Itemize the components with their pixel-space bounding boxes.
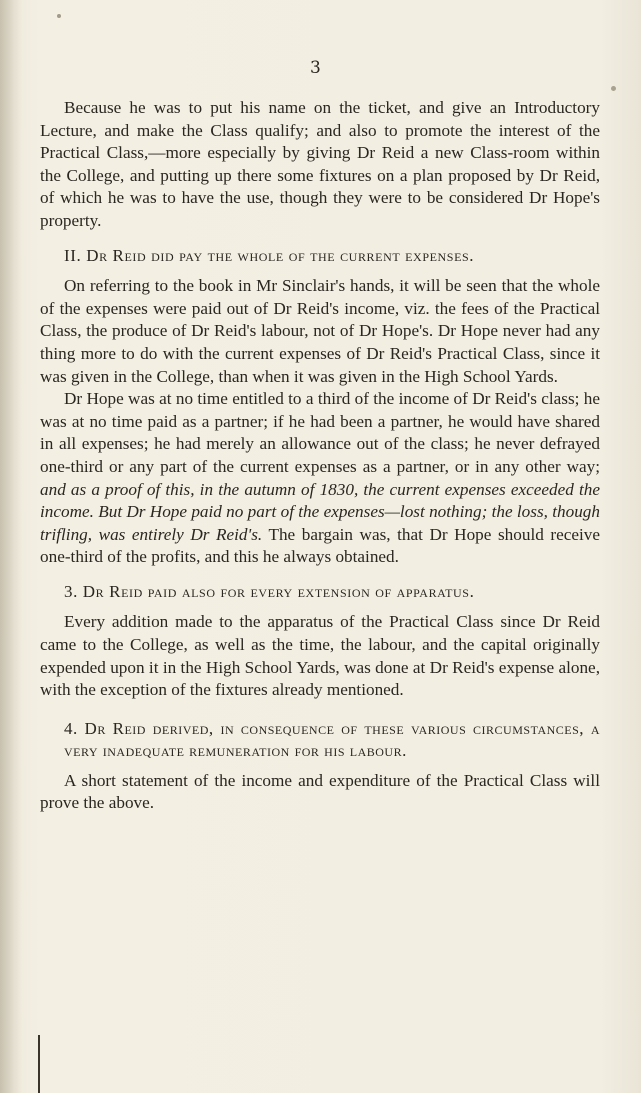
page-number: 3 (310, 58, 322, 78)
section-2-paragraph-2-italic: and as a proof of this, in the autumn of 1830, the current expenses exceeded the income. But Dr Hope paid no part of the expenses—lost nothing; the loss, though trifling, was entirely Dr Reid's. (40, 479, 600, 544)
section-2-paragraph-2-text: Dr Hope was at no time entitled to a third of the income of Dr Reid's class; he was at no time paid as a partner; if he had been a partner, he would have shared in all expenses; he had merely an allowance out of the class; he never defrayed one-third or any part of the current expenses as a partner, or in any other way; (40, 389, 600, 476)
section-4-heading: 4. Dr Reid derived, in consequence of these various circumstances, a very inadequate remuneration for his labour. (64, 718, 600, 760)
section-2-paragraph-2-end: The bargain was, that Dr Hope should receive one-third of the profits, and this he always obtained. (40, 524, 600, 567)
section-2-paragraph-1: On referring to the book in Mr Sinclair's hands, it will be seen that the whole of the expenses were paid out of Dr Reid's income, viz. the fees of the Practical Class, the produce of Dr Reid's labour, not of Dr Hope's. Dr Hope never had any thing more to do with the current expenses of Dr Reid's Practical Class, since it was given in the College, than when it was given in the High School Yards. (40, 276, 600, 386)
section-3-paragraph: Every addition made to the apparatus of the Practical Class since Dr Reid came to the College, as well as the time, the labour, and the capital originally expended upon it in the High School Yards, was done at Dr Reid's expense alone, with the exception of the fixtures already mentioned. (40, 612, 600, 700)
paper-speck (57, 14, 61, 18)
section-2-paragraph-2 (40, 388, 600, 569)
binding-edge (38, 1035, 40, 1093)
binding-gutter (0, 0, 22, 1093)
page-body (40, 97, 600, 815)
section-3-heading: 3. Dr Reid paid also for every extension of apparatus. (64, 581, 475, 601)
section-4-paragraph: A short statement of the income and expenditure of the Practical Class will prove the above. (40, 770, 600, 813)
paper-speck (611, 86, 616, 91)
intro-paragraph: Because he was to put his name on the ticket, and give an Introductory Lecture, and make the Class qualify; and also to promote the interest of the Practical Class,—more especially by giving Dr Reid a new Class-room within the College, and putting up there some fixtures on a plan proposed by Dr Reid, of which he was to have the use, though they were to be considered Dr Hope's property. (40, 98, 600, 230)
section-2-heading: II. Dr Reid did pay the whole of the current expenses. (64, 245, 475, 265)
